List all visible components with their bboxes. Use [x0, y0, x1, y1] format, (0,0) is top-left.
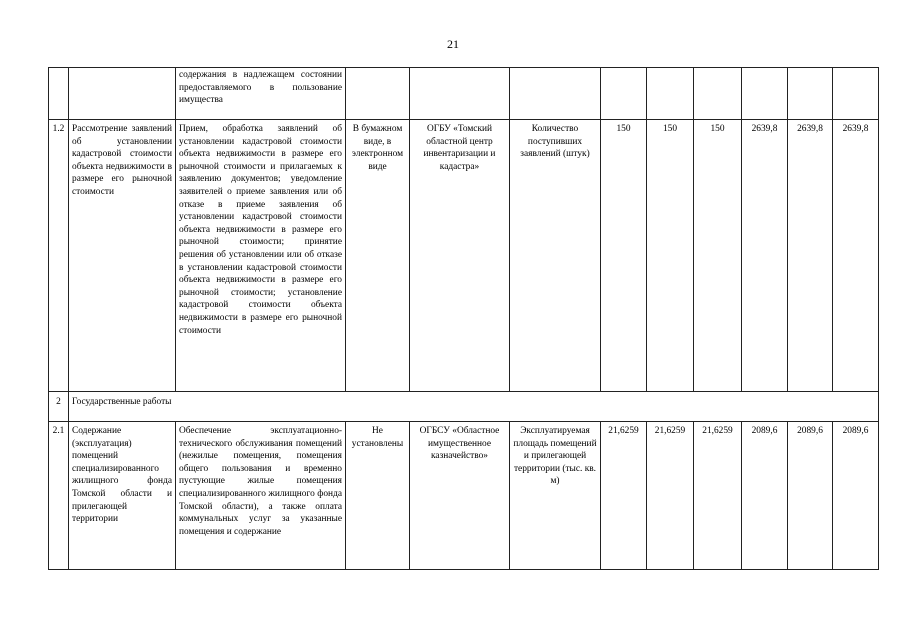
cell-num — [49, 68, 69, 120]
cell-value-1 — [601, 68, 647, 120]
cell-value-3 — [694, 68, 742, 120]
table-row-1-2 — [49, 120, 879, 392]
cell-finance-1: 2089,6 — [742, 422, 788, 570]
cell-finance-3: 2639,8 — [833, 120, 879, 392]
cell-num: 1.2 — [49, 120, 69, 392]
cell-num: 2.1 — [49, 422, 69, 570]
cell-finance-1: 2639,8 — [742, 120, 788, 392]
cell-form: Не установлены — [346, 422, 410, 570]
cell-value-3: 150 — [694, 120, 742, 392]
cell-name — [69, 68, 176, 120]
cell-value-2: 150 — [647, 120, 694, 392]
cell-finance-3 — [833, 68, 879, 120]
cell-value-2: 21,6259 — [647, 422, 694, 570]
cell-indicator — [510, 68, 601, 120]
table-row-2-1 — [49, 422, 879, 570]
cell-value-1: 150 — [601, 120, 647, 392]
table-row-section-2 — [49, 392, 879, 422]
cell-content: Обеспечение эксплуатационно-технического обслуживания помещений (нежилые помещения, помещения общего пользования и временно пустующие жилые помещения специализированного жилищного фонда Томской области), а также оплата коммунальных услуг за указанные помещения и содержание — [176, 422, 346, 570]
cell-name: Рассмотрение заявлений об установлении кадастровой стоимости объекта недвижимости в размере его рыночной стоимости — [69, 120, 176, 392]
table-row-continuation — [49, 68, 879, 120]
cell-institution: ОГБСУ «Областное имущественное казначейство» — [410, 422, 510, 570]
cell-finance-1 — [742, 68, 788, 120]
cell-indicator: Количество поступивших заявлений (штук) — [510, 120, 601, 392]
cell-finance-2 — [788, 68, 833, 120]
cell-indicator: Эксплуатируемая площадь помещений и прилегающей территории (тыс. кв. м) — [510, 422, 601, 570]
cell-value-2 — [647, 68, 694, 120]
cell-value-1: 21,6259 — [601, 422, 647, 570]
cell-value-3: 21,6259 — [694, 422, 742, 570]
page-number: 21 — [447, 37, 459, 51]
cell-finance-2: 2089,6 — [788, 422, 833, 570]
cell-name: Содержание (эксплуатация) помещений специализированного жилищного фонда Томской области и прилегающей территории — [69, 422, 176, 570]
cell-finance-2: 2639,8 — [788, 120, 833, 392]
section-title: Государственные работы — [69, 392, 879, 422]
cell-form — [346, 68, 410, 120]
cell-content: Прием, обработка заявлений об установлении кадастровой стоимости объекта недвижимости в размере его рыночной стоимости и прилагаемых к заявлению документов; уведомление заявителей о приеме заявления или об отказе в приеме заявления об установлении кадастровой стоимости объекта недвижимости в размере его рыночной стоимости; принятие решения об установлении или об отказе в установлении кадастровой стоимости объекта недвижимости в размере его рыночной стоимости; установление кадастровой стоимости объекта недвижимости в размере его рыночной стоимости — [176, 120, 346, 392]
cell-form: В бумажном виде, в электронном виде — [346, 120, 410, 392]
cell-num: 2 — [49, 392, 69, 422]
cell-institution: ОГБУ «Томский областной центр инвентаризации и кадастра» — [410, 120, 510, 392]
cell-content: содержания в надлежащем состоянии предоставляемого в пользование имущества — [176, 68, 346, 120]
services-table — [48, 67, 879, 570]
cell-finance-3: 2089,6 — [833, 422, 879, 570]
cell-institution — [410, 68, 510, 120]
